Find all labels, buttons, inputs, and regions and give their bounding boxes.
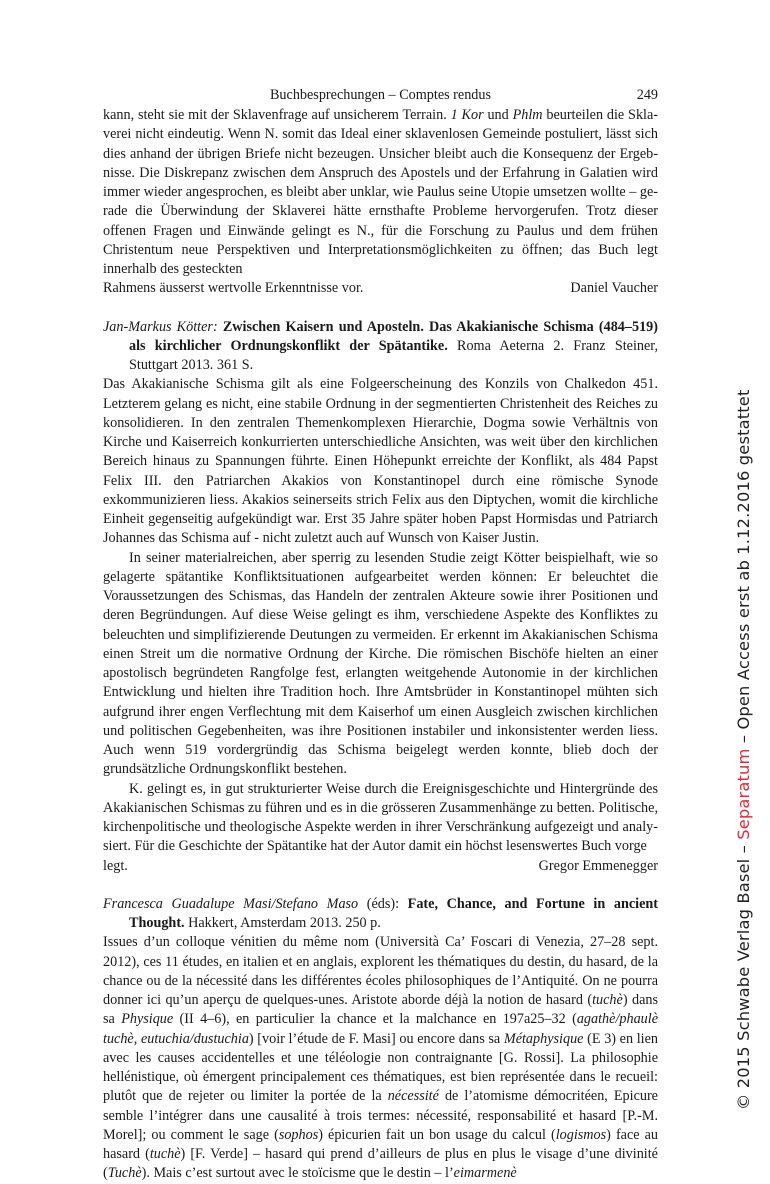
italic-term: agathè/phaulè tuchè xyxy=(103,1011,658,1047)
review-3-book-title: Fate, Chance, and Fortune in ancient Thought. xyxy=(129,895,658,931)
text-run: ) dans sa xyxy=(103,992,658,1028)
review-2 xyxy=(103,318,658,876)
review-3-editors-note: (éds): xyxy=(358,895,408,912)
review-2-citation xyxy=(103,318,658,376)
italic-term: tuchè xyxy=(149,1146,181,1162)
review-3 xyxy=(103,895,658,1184)
reviewer-name: Gregor Emmenegger xyxy=(538,857,658,874)
review-1-last-line: Rahmens äusserst wertvolle Erkenntnisse vor. xyxy=(103,280,364,297)
review-2-author: Jan-Markus Kötter: xyxy=(103,318,218,335)
text-run: beurteilen die Sklaverei nicht eindeutig. Wenn N. somit das Ideal einer sklavenlosen Gemeinde postuliert, lässt sich dies anhand der übrigen Briefe nicht bezeugen. Unsicher bleibt auch die Konsequenz der Ergebnisse. Die Diskrepanz zwischen dem Anspruch des Apostels und der Erfahrung in Galatien wird immer wieder angesprochen, es bleibt aber unklar, wie Paulus seine Utopie umsetzen wollte – gerade die Überwindung der Sklaverei hätte ernsthafte Probleme hervorgerufen. Trotz dieser offenen Fragen und Einwände gelingt es N., für die Forschung zu Paulus und dem frühen Christentum neue Perspektiven und Interpretationsmöglichkeiten zu öffnen; das Buch legt innerhalb des gesteckten xyxy=(103,107,659,277)
italic-term: 1 Kor xyxy=(450,107,484,123)
body-text xyxy=(103,106,658,1184)
text-run: kann, steht sie mit der Sklavenfrage auf unsicherem Terrain. xyxy=(103,107,451,123)
italic-term: Phlm xyxy=(512,107,543,123)
copyright-side-note xyxy=(733,389,755,1110)
running-head-title: Buchbesprechungen – Comptes rendus xyxy=(269,87,492,103)
review-3-authors: Francesca Guadalupe Masi/Stefano Maso xyxy=(103,895,359,912)
italic-term: eimarmenè xyxy=(453,1165,517,1182)
review-3-paragraph xyxy=(103,933,658,1183)
text-run: ) épicurien fait un bon usage du calcul ( xyxy=(318,1126,556,1143)
text-run: Issues d’un colloque vénitien du même nom (Università Ca’ Foscari di Venezia, 27–28 sept. 2012), ces 11 études, en italien et en anglais, explorent les thématiques du destin, du hasard, de la chance ou de la nécessité dans les différentes écoles philosophiques de l’Antiquité. On ne pourra donner ici qu’un aperçu de quelques-unes. Aristote aborde déjà la notion de hasard ( xyxy=(103,934,658,1008)
review-2-closing-line xyxy=(103,857,658,876)
text-run: de l’atomisme démocritéen, Epicure semble l’intégrer dans une causalité à trois termes: nécessité, responsabilité et hasard [P.-M. Morel]; ou comment le sage ( xyxy=(103,1088,658,1143)
text-run: und xyxy=(483,107,513,123)
italic-term: tuchè xyxy=(592,992,623,1008)
review-3-citation xyxy=(103,895,658,934)
text-run: ). Mais c’est surtout avec le stoïcisme que le destin – l’ xyxy=(141,1165,454,1182)
italic-term: Physique xyxy=(121,1011,174,1028)
text-run: ) face au hasard ( xyxy=(103,1126,659,1162)
review-1-closing-line xyxy=(103,279,658,298)
review-2-paragraph-3: K. gelingt es, in gut strukturierter Weise durch die Ereignisgeschichte und Hintergründe des Akakianischen Schismas zu führen und es in die grösseren Zusammenhänge zu betten. Politische, kirchenpolitische und theologische Aspekte werden in ihrer Verschränkung aufgezeigt und analysiert. Für die Geschichte der Spätantike hat der Autor damit ein höchst lesenswertes Buch vorge xyxy=(103,780,658,855)
italic-term: Métaphysique xyxy=(503,1030,584,1047)
reviewer-name: Daniel Vaucher xyxy=(570,280,658,297)
page xyxy=(103,85,658,1184)
review-2-publication-details: Roma Aeterna 2. Franz Steiner, Stuttgart 2013. 361 S. xyxy=(129,337,658,373)
italic-term: eutuchia/dustuchia xyxy=(140,1030,249,1047)
review-3-publication-details: Hakkert, Amsterdam 2013. 250 p. xyxy=(184,915,381,931)
italic-term: logismos xyxy=(555,1126,607,1143)
side-note-text-after: – Open Access erst ab 1.12.2016 gestattet xyxy=(734,389,753,749)
review-2-last-line: legt. xyxy=(103,857,128,874)
review-1-end xyxy=(103,106,658,299)
review-2-paragraph-2: In seiner materialreichen, aber sperrig zu lesenden Studie zeigt Kötter beispielhaft, wie so gelagerte spätantike Konfliktsituationen aufgearbeitet werden können: Er beleuchtet die Voraussetzungen des Schismas, das Handeln der zentralen Akteure sowie ihrer Positionen und deren Begründungen. Auf diese Weise gelingt es ihm, verschiedene Aspekte des Konfliktes zu beleuchten und simplifizierende Deutungen zu vermeiden. Er erkennt im Akakianischen Schisma einen Streit um die normative Ordnung der Kirche. Die römischen Bischöfe hielten an einer apostolisch begründeten Rangfolge fest, erlangten weitgehende Autonomie in der kirchlichen Entwicklung und hielten ihre Tradition hoch. Ihre Amtsbrüder in Konstantinopel mühten sich aufgrund ihrer engen Verflechtung mit dem Kaiserhof um einen Ausgleich zwischen kirchlichen und politischen Gegebenheiten, was ihre Positionen instabiler und inkonsistenter werden liess. Auch wenn 519 vordergründig das Schisma beigelegt werden konnte, blieb doch der grundsätzliche Ordnungskonflikt bestehen. xyxy=(103,549,658,778)
review-1-paragraph xyxy=(103,106,658,279)
page-number: 249 xyxy=(636,87,658,103)
text-run: (II 4–6), en particulier la chance et la malchance en 197a25–32 ( xyxy=(173,1011,577,1028)
side-note-text-before: © 2015 Schwabe Verlag Basel – xyxy=(734,839,753,1110)
running-head xyxy=(103,85,658,105)
review-2-paragraph-1: Das Akakianische Schisma gilt als eine Folgeerscheinung des Konzils von Chalkedon 451. Letzterem gelang es nicht, eine stabile Ordnung in der segmentierten Christenheit des Reiches zu konsolidieren. In den zentralen Themenkomplexen Hierarchie, Dogma sowie Verhältnis von Kirche und Kaiserreich konkurrierten unterschiedliche Ansichten, was weit über den kirchlichen Bereich hinaus zu Spannungen führte. Einen Höhepunkt erreichte der Konflikt, als 484 Papst Felix III. den Patriarchen Akakios von Konstantinopel durch eine römische Synode exkommunizieren liess. Akakios seinerseits strich Felix aus den Diptychen, womit die kirchliche Einheit gegenseitig aufgekündigt war. Erst 35 Jahre später hoben Papst Hormisdas und Patriarch Johannes das Schisma auf - nicht zuletzt auch auf Wunsch von Kaiser Justin. xyxy=(103,376,658,547)
italic-term: sophos xyxy=(278,1126,319,1143)
text-run: , xyxy=(133,1030,141,1047)
italic-term: Tuchè xyxy=(107,1165,142,1182)
side-note-separatum: Separatum xyxy=(734,748,753,840)
review-2-book-title: Zwischen Kaisern und Aposteln. Das Akakianische Schisma (484–519) als kirchlicher Ordnungskonflikt der Spätantike. xyxy=(129,318,659,354)
text-run: (E 3) en lien avec les causes accidentelles et une téléologie non contraignante [G. Rossi]. La philosophie hellénistique, où émergent principalement ces thématiques, est bien représentée dans le recueil: plutôt que de rejeter ou limiter la portée de la xyxy=(103,1030,659,1105)
italic-term: nécessité xyxy=(387,1088,439,1105)
text-run: ) [F. Verde] – hasard qui prend d’ailleurs de plus en plus le visage d’une divinité ( xyxy=(103,1146,658,1182)
text-run: ) [voir l’étude de F. Masi] ou encore dans sa xyxy=(248,1030,504,1047)
